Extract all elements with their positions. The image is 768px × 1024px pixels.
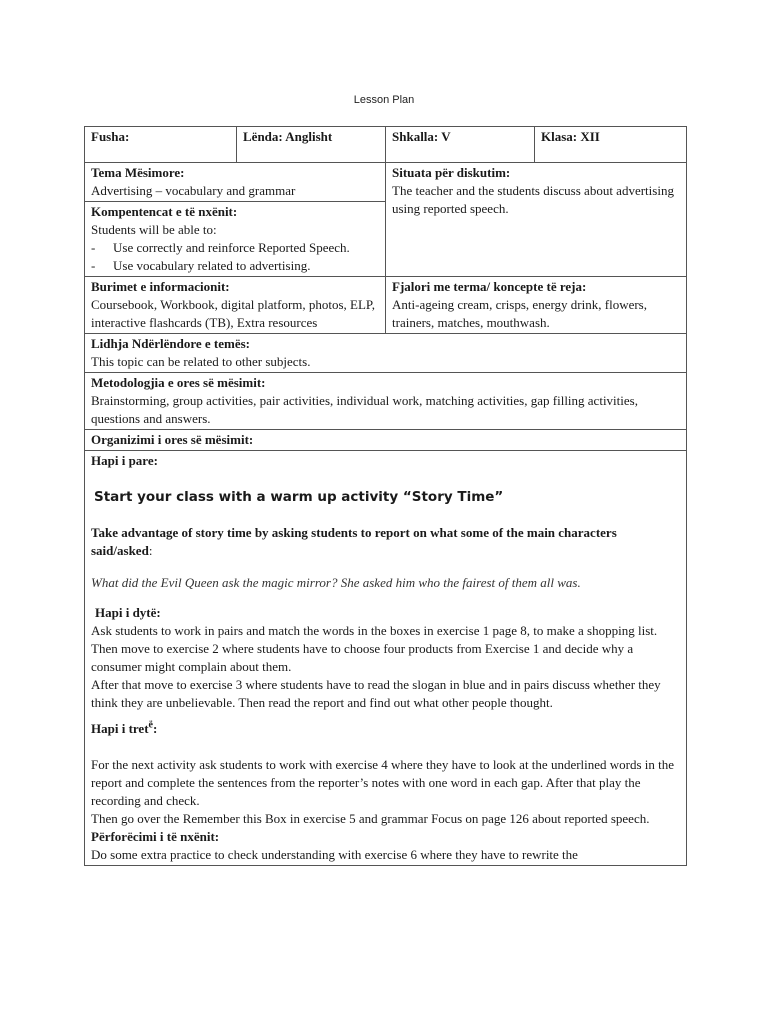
organizimi-content-cell [85, 451, 687, 866]
hapi3-paragraph-2: Then go over the Remember this Box in exercise 5 and grammar Focus on page 126 about reported speech. [91, 811, 650, 826]
fjalori-cell [386, 277, 687, 334]
tema-label: Tema Mësimore: [91, 165, 185, 180]
kompetencat-item: - Use correctly and reinforce Reported Speech. [91, 240, 350, 255]
tema-section [85, 163, 385, 202]
fusha-cell: Fusha: [85, 127, 237, 163]
burimet-cell [85, 277, 386, 334]
fjalori-label: Fjalori me terma/ koncepte të reja: [392, 279, 587, 294]
metodologjia-label: Metodologjia e ores së mësimit: [91, 375, 266, 390]
hapi1-label: Hapi i pare: [91, 453, 158, 468]
situata-value: The teacher and the students discuss about advertising using reported speech. [392, 183, 674, 216]
kompetencat-intro: Students will be able to: [91, 222, 217, 237]
tema-kompetencat-cell [85, 163, 386, 277]
metodologjia-value: Brainstorming, group activities, pair activities, individual work, matching activities, gap filling activities, questions and answers. [91, 393, 638, 426]
header-row [85, 127, 687, 163]
hapi3-paragraph-1: For the next activity ask students to work with exercise 4 where they have to look at the underlined words in the report and complete the sentences from the reporter’s notes with one word in each gap. After that play the recording and check. [91, 757, 675, 808]
metodologjia-row [85, 373, 687, 430]
tema-situata-row [85, 163, 687, 277]
organizimi-label: Organizimi i ores së mësimit: [85, 430, 687, 451]
example-sentence: What did the Evil Queen ask the magic mirror? She asked him who the fairest of them all was. [91, 575, 581, 590]
kompetencat-section [85, 202, 385, 276]
organizimi-content-row [85, 451, 687, 866]
fjalori-value: Anti-ageing cream, crisps, energy drink, flowers, trainers, matches, mouthwash. [392, 297, 647, 330]
hapi2-paragraph-1: Ask students to work in pairs and match the words in the boxes in exercise 1 page 8, to make a shopping list. Then move to exercise 2 where students have to choose four products from Exercise 1 and decide why a consumer might complain about them. [91, 623, 658, 674]
page-title: Lesson Plan [353, 94, 415, 106]
shkalla-cell: Shkalla: V [386, 127, 535, 163]
warmup-heading: Start your class with a warm up activity “Story Time” [94, 489, 504, 505]
hapi2-paragraph-2: After that move to exercise 3 where students have to read the slogan in blue and in pairs discuss whether they think they are unbelievable. Then read the report and find out what other people thought. [91, 677, 661, 710]
hapi3-label: Hapi i tret$^ë$: [91, 719, 158, 736]
lidhja-label: Lidhja Ndërlëndore e temës: [91, 336, 250, 351]
lesson-plan-table [84, 126, 687, 866]
burimet-label: Burimet e informacionit: [91, 279, 230, 294]
kompetencat-label: Kompentencat e të nxënit: [91, 204, 238, 219]
lenda-cell: Lënda: Anglisht [237, 127, 386, 163]
klasa-cell: Klasa: XII [535, 127, 687, 163]
kompetencat-item: - Use vocabulary related to advertising. [91, 258, 311, 273]
situata-label: Situata për diskutim: [392, 165, 511, 180]
situata-cell [386, 163, 687, 277]
burimet-fjalori-row [85, 277, 687, 334]
tema-value: Advertising – vocabulary and grammar [91, 183, 296, 198]
hapi2-label: Hapi i dytë: [95, 605, 161, 620]
burimet-value: Coursebook, Workbook, digital platform, photos, ELP, interactive flashcards (TB), Extra resources [91, 297, 375, 330]
organizimi-label-row [85, 430, 687, 451]
story-prompt: Take advantage of story time by asking students to report on what some of the main characters said/asked: [91, 525, 617, 558]
lidhja-value: This topic can be related to other subjects. [91, 354, 311, 369]
metodologjia-cell [85, 373, 687, 430]
lidhja-row [85, 334, 687, 373]
perforcimi-label: Përforëcimi i të nxënit: [91, 829, 220, 844]
lidhja-cell [85, 334, 687, 373]
perforcimi-text: Do some extra practice to check understanding with exercise 6 where they have to rewrite the [91, 847, 578, 862]
